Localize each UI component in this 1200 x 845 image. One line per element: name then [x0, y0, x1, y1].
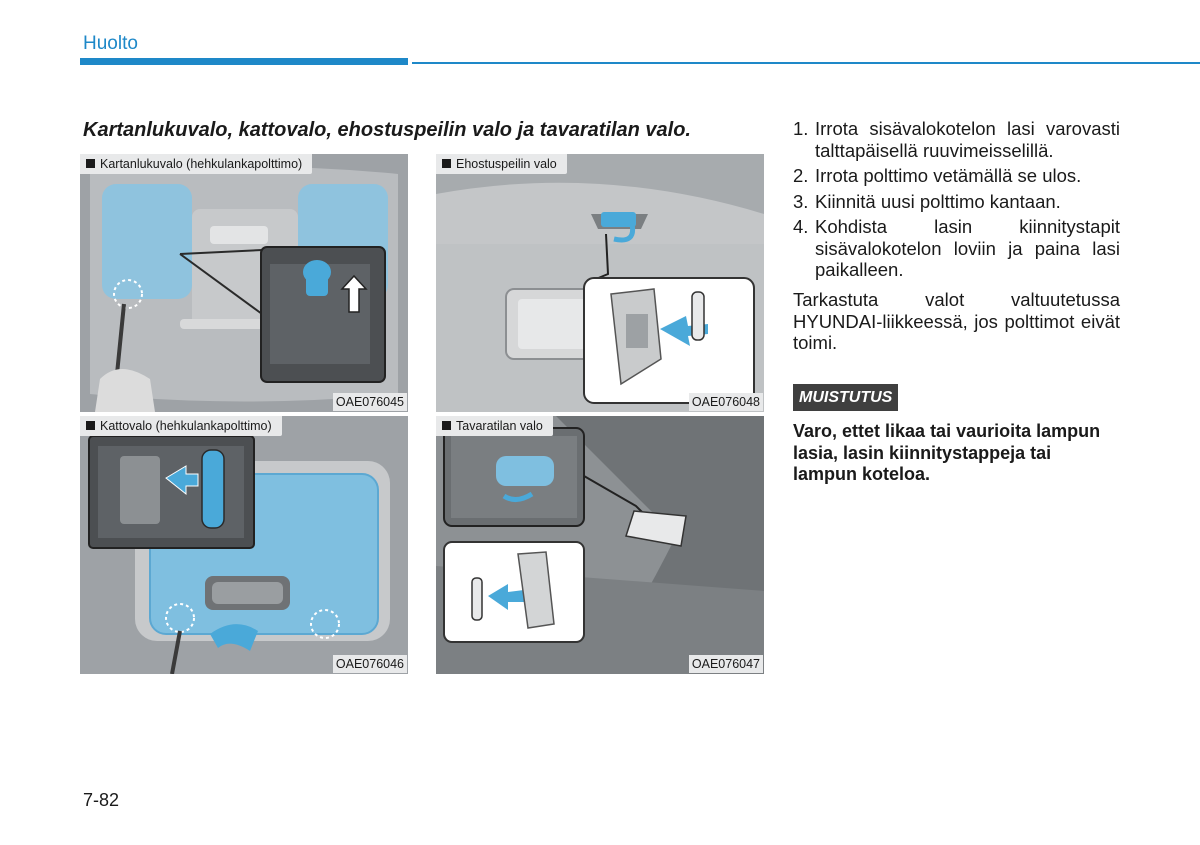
figure-code: OAE076045 — [333, 393, 407, 411]
list-item: 4. Kohdista lasin kiinnitystapit sisävalokotelon loviin ja paina lasi paikalleen. — [793, 216, 1120, 280]
bullet-square-icon — [86, 159, 95, 168]
section-header-title: Huolto — [83, 33, 138, 54]
service-note: Tarkastuta valot valtuutetussa HYUNDAI-liikkeessä, jos polttimot eivät toimi. — [793, 289, 1120, 353]
figure-caption: Kartanlukuvalo (hehkulankapolttimo) — [80, 154, 312, 174]
list-item: 1. Irrota sisävalokotelon lasi varovasti talttapäisellä ruuvimeisselillä. — [793, 118, 1120, 161]
bullet-square-icon — [86, 421, 95, 430]
list-item: 3. Kiinnitä uusi polttimo kantaan. — [793, 190, 1061, 212]
header-accent-bar — [80, 58, 408, 65]
figure-caption: Ehostuspeilin valo — [436, 154, 567, 174]
notice-badge: MUISTUTUS — [793, 384, 898, 411]
bullet-square-icon — [442, 159, 451, 168]
instruction-steps — [793, 118, 1120, 285]
figure-caption: Kattovalo (hehkulankapolttimo) — [80, 416, 282, 436]
figure-vanity-light — [436, 154, 764, 412]
figure-dome-light — [80, 416, 408, 674]
header-rule — [412, 62, 1200, 64]
page-number: 7-82 — [83, 790, 120, 810]
figure-code: OAE076047 — [689, 655, 763, 673]
figure-code: OAE076048 — [689, 393, 763, 411]
vanity-light-illustration — [436, 154, 764, 412]
figure-luggage-light — [436, 416, 764, 674]
figure-caption: Tavaratilan valo — [436, 416, 553, 436]
bullet-square-icon — [442, 421, 451, 430]
notice-text: Varo, ettet likaa tai vaurioita lampun lasia, lasin kiinnitystappeja tai lampun koteloa. — [793, 421, 1101, 484]
figure-map-light — [80, 154, 408, 412]
map-light-illustration — [80, 154, 408, 412]
section-heading: Kartanlukuvalo, kattovalo, ehostuspeilin valo ja tavaratilan valo. — [83, 119, 691, 141]
list-item: 2. Irrota polttimo vetämällä se ulos. — [793, 165, 1082, 186]
dome-light-illustration — [80, 416, 408, 674]
luggage-light-illustration — [436, 416, 764, 674]
figure-code: OAE076046 — [333, 655, 407, 673]
